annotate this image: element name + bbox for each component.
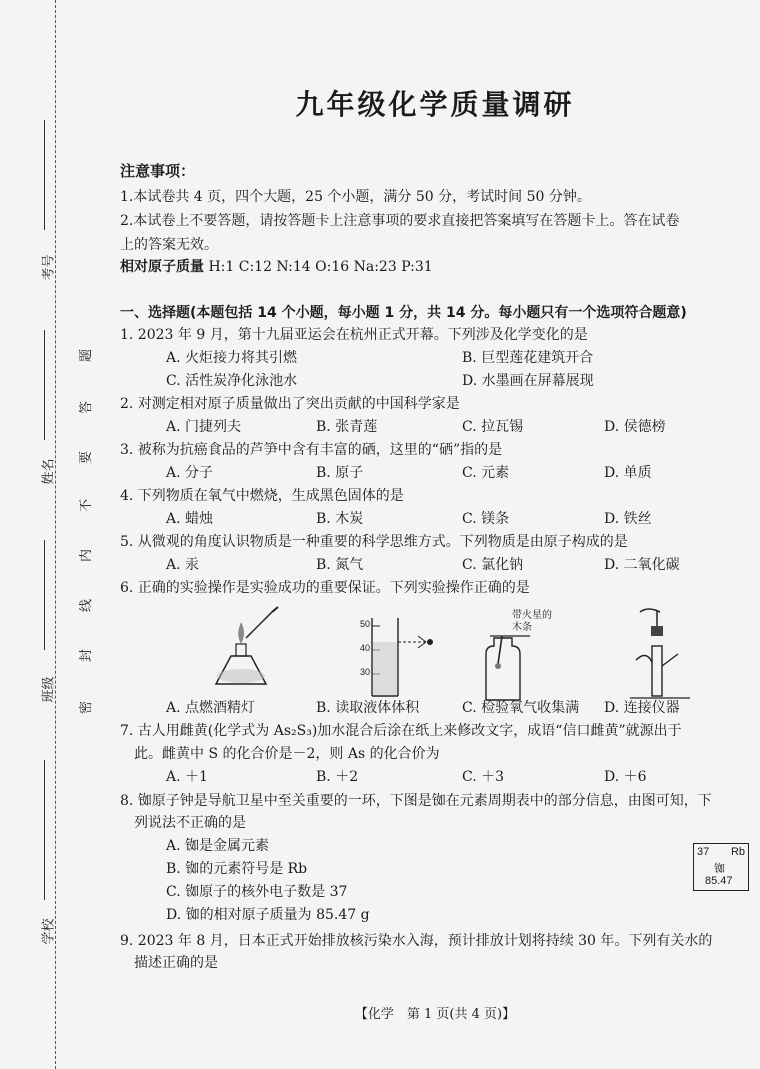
q1-option-c: C. 活性炭净化泳池水 (166, 373, 298, 389)
q3-option-a: A. 分子 (166, 465, 214, 481)
atomic-mass-line (120, 256, 433, 276)
q1-option-d: D. 水墨画在屏幕展现 (462, 373, 594, 389)
section-1-heading: 一、选择题(本题包括 14 个小题，每小题 1 分，共 14 分。每小题只有一个选项符合题意) (120, 305, 687, 321)
q3-option-b: B. 原子 (316, 465, 364, 481)
seal-char: 题 (79, 348, 95, 363)
cylinder-tick-30: 30 (360, 667, 371, 677)
atomic-mass-label: 相对原子质量 (120, 259, 204, 275)
q5-option-a: A. 汞 (166, 557, 200, 573)
gas-bottle-icon (472, 630, 538, 702)
q5-option-b: B. 氮气 (316, 557, 364, 573)
q3-option-d: D. 单质 (604, 465, 652, 481)
q1-option-a: A. 火炬接力将其引燃 (166, 350, 298, 366)
q2-option-a: A. 门捷列夫 (166, 419, 242, 435)
school-label: 学校 (41, 918, 57, 945)
connect-instrument-icon (620, 606, 700, 702)
class-label: 班级 (41, 676, 57, 703)
splint-label: 带火星的木条 (512, 610, 552, 633)
q8-option-c: C. 铷原子的核外电子数是 37 (166, 884, 348, 900)
q6-option-c: C. 检验氧气收集满 (462, 700, 580, 716)
cylinder-tick-50: 50 (360, 619, 371, 629)
element-symbol: Rb (730, 846, 745, 858)
kaohao-blank (44, 120, 45, 230)
school-blank (44, 760, 45, 900)
seal-char: 不 (79, 498, 95, 513)
q4-option-c: C. 镁条 (462, 511, 510, 527)
q7-option-c: C. ＋3 (462, 769, 505, 785)
atomic-mass: 85.47 (705, 875, 733, 887)
q7-option-b: B. ＋2 (316, 769, 359, 785)
seal-char: 内 (79, 548, 95, 563)
q5-stem: 5. 从微观的角度认识物质是一种重要的科学思维方式。下列物质是由原子构成的是 (120, 534, 628, 550)
q6-option-b: B. 读取液体体积 (316, 700, 420, 716)
seal-char: 要 (79, 450, 95, 465)
periodic-table-cell (693, 843, 749, 891)
q1-option-b: B. 巨型莲花建筑开合 (462, 350, 594, 366)
q7-stem-2: 此。雌黄中 S 的化合价是－2，则 As 的化合价为 (134, 746, 440, 762)
atomic-number: 37 (697, 846, 710, 858)
q4-stem: 4. 下列物质在氧气中燃烧，生成黑色固体的是 (120, 488, 404, 504)
binding-margin (0, 0, 110, 1069)
exam-page (120, 0, 750, 1069)
q9-stem-1: 9. 2023 年 8 月，日本正式开始排放核污染水入海，预计排放计划将持续 30 年。下列有关水的 (120, 933, 713, 949)
page-title: 九年级化学质量调研 (295, 88, 575, 121)
q7-option-a: A. ＋1 (166, 769, 208, 785)
q6-stem: 6. 正确的实验操作是实验成功的重要保证。下列实验操作正确的是 (120, 580, 530, 596)
q7-stem-1: 7. 古人用雌黄(化学式为 As₂S₃)加水混合后涂在纸上来修改文字，成语“信口雌黄”就源出于 (120, 723, 682, 739)
name-label: 姓名 (41, 458, 57, 485)
cylinder-tick-40: 40 (360, 643, 371, 653)
q7-option-d: D. ＋6 (604, 769, 647, 785)
q4-option-d: D. 铁丝 (604, 511, 652, 527)
q8-stem-2: 列说法不正确的是 (134, 815, 246, 831)
q8-option-d: D. 铷的相对原子质量为 85.47 g (166, 907, 370, 923)
seal-char: 线 (79, 598, 95, 613)
q5-option-d: D. 二氧化碳 (604, 557, 680, 573)
notice-line-1: 1.本试卷共 4 页，四个大题，25 个小题，满分 50 分，考试时间 50 分钟。 (120, 189, 591, 205)
q2-option-b: B. 张青莲 (316, 419, 378, 435)
notice-line-2: 2.本试卷上不要答题，请按答题卡上注意事项的要求直接把答案填写在答题卡上。答在试卷 (120, 213, 680, 229)
q2-option-d: D. 侯德榜 (604, 419, 666, 435)
alcohol-lamp-icon (206, 604, 286, 694)
element-name: 铷 (714, 862, 725, 875)
q1-stem: 1. 2023 年 9 月，第十九届亚运会在杭州正式开幕。下列涉及化学变化的是 (120, 327, 588, 343)
q3-stem: 3. 被称为抗癌食品的芦笋中含有丰富的硒，这里的“硒”指的是 (120, 442, 503, 458)
seal-dashed-line (55, 0, 56, 1069)
q8-stem-1: 8. 铷原子钟是导航卫星中至关重要的一环，下图是铷在元素周期表中的部分信息，由图可知，下 (120, 793, 712, 809)
q2-option-c: C. 拉瓦锡 (462, 419, 524, 435)
seal-char: 答 (79, 400, 95, 415)
notice-line-3: 上的答案无效。 (120, 237, 218, 253)
notice-heading: 注意事项： (120, 162, 196, 180)
q5-option-c: C. 氯化钠 (462, 557, 524, 573)
name-blank (44, 330, 45, 440)
q4-option-a: A. 蜡烛 (166, 511, 214, 527)
kaohao-label: 考号 (41, 254, 57, 281)
seal-char: 封 (79, 648, 95, 663)
page-footer: 【化学 第 1 页(共 4 页)】 (354, 1007, 516, 1022)
q8-option-a: A. 铷是金属元素 (166, 838, 270, 854)
q2-stem: 2. 对测定相对原子质量做出了突出贡献的中国科学家是 (120, 396, 460, 412)
q6-option-d: D. 连接仪器 (604, 700, 680, 716)
q6-option-a: A. 点燃酒精灯 (166, 700, 256, 716)
atomic-mass-values: H:1 C:12 N:14 O:16 Na:23 P:31 (208, 259, 433, 275)
graduated-cylinder-icon (342, 614, 442, 700)
q4-option-b: B. 木炭 (316, 511, 364, 527)
q8-option-b: B. 铷的元素符号是 Rb (166, 861, 308, 877)
seal-char: 密 (79, 700, 95, 715)
class-blank (44, 540, 45, 650)
q9-stem-2: 描述正确的是 (134, 955, 218, 971)
q3-option-c: C. 元素 (462, 465, 510, 481)
